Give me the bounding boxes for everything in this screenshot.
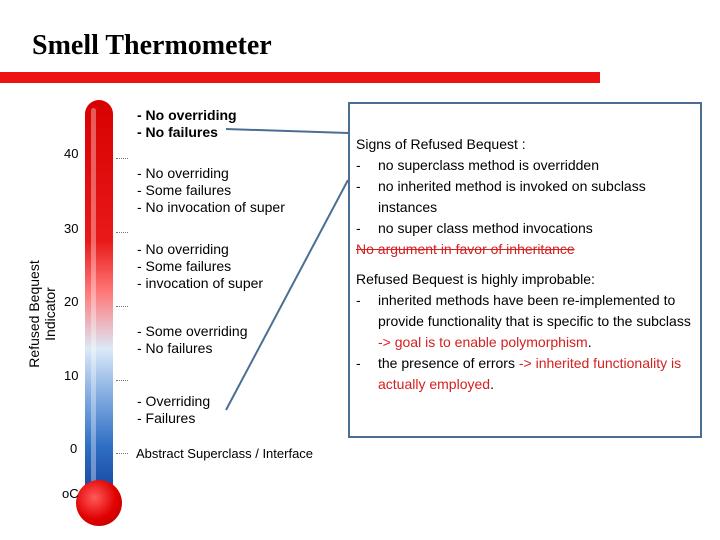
level-line: - No failures (137, 340, 213, 356)
callout-text (356, 134, 696, 395)
level-line: - Failures (137, 410, 196, 426)
item-end: . (587, 334, 592, 350)
level-line: - No overriding (137, 241, 229, 257)
improbable-heading: Refused Bequest is highly improbable: (356, 271, 595, 287)
dash: - (356, 220, 361, 236)
tick-20: 20 (64, 294, 79, 309)
tick-0: 0 (70, 441, 78, 456)
level-line: - invocation of super (137, 275, 264, 291)
sign-item (356, 155, 696, 176)
item-end: . (490, 376, 494, 392)
level-line: - Some overriding (137, 323, 248, 339)
dash: - (356, 355, 361, 371)
no-argument-line: No argument in favor of inheritance (356, 241, 575, 257)
dash: - (356, 157, 361, 173)
item-red-text: -> inherited functionality is actually employed (378, 355, 682, 392)
level-line: - Overriding (137, 393, 211, 409)
sign-text: no super class method invocations (378, 220, 593, 236)
sign-item (356, 176, 696, 218)
bottom-label: Abstract Superclass / Interface (136, 446, 314, 461)
unit-label: oC (62, 486, 79, 501)
slide-title: Smell Thermometer (32, 30, 272, 61)
sign-item (356, 218, 696, 239)
sign-text: no inherited method is invoked on subclass instances (378, 178, 646, 215)
axis-label: Refused Bequest Indicator (26, 260, 58, 368)
level-line: - No overriding (137, 165, 229, 181)
sign-text: no superclass method is overridden (378, 157, 600, 173)
signs-heading: Signs of Refused Bequest : (356, 136, 526, 152)
dash: - (356, 178, 361, 194)
level-line: - No invocation of super (137, 199, 285, 215)
level-line: - No overriding (137, 107, 237, 123)
improbable-item (356, 290, 696, 353)
tick-30: 30 (64, 221, 79, 236)
tick-40: 40 (64, 146, 79, 161)
improbable-item (356, 353, 696, 395)
item-text: inherited methods have been re-implemented to provide functionality that is specific to the subclass (378, 292, 691, 329)
item-text: the presence of errors (378, 355, 515, 371)
level-line: - No failures (137, 124, 218, 140)
dash: - (356, 292, 361, 308)
tick-10: 10 (64, 368, 79, 383)
level-line: - Some failures (137, 258, 232, 274)
level-line: - Some failures (137, 182, 232, 198)
item-red-text: -> goal is to enable polymorphism (378, 334, 588, 350)
